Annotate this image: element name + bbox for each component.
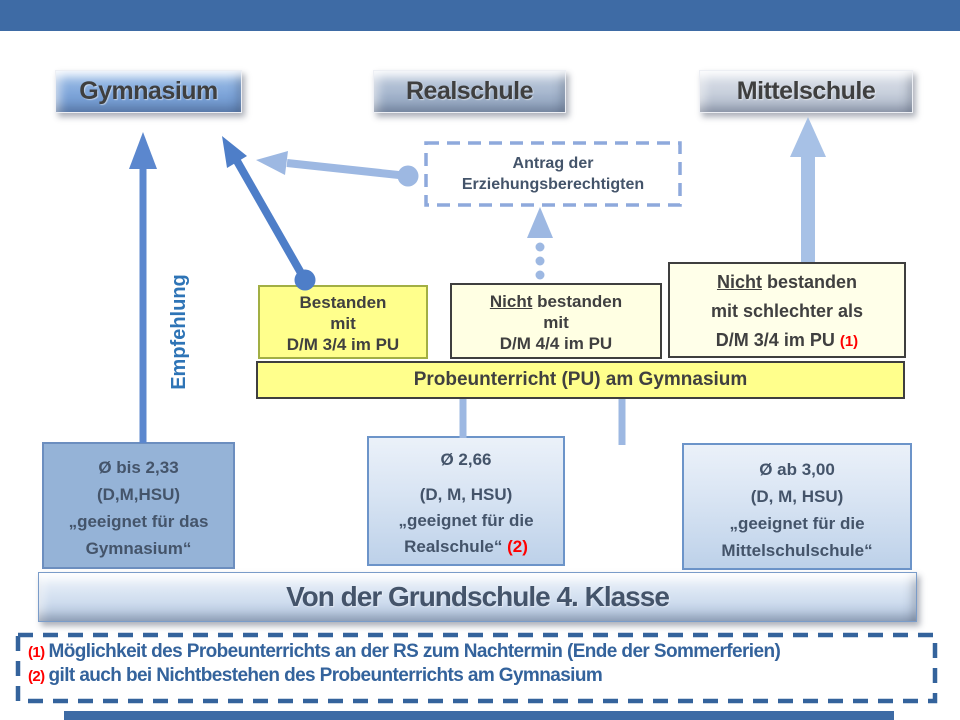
pu-nicht34-line1 (670, 268, 904, 297)
grade-gym-line4: Gymnasium“ (85, 539, 192, 558)
grade-gym-line3: „geeignet für das (68, 512, 209, 531)
grade-real-line1: Ø 2,66 (440, 450, 492, 469)
mittelschule-label: Mittelschule (736, 77, 876, 105)
grade-mittel-line2: (D, M, HSU) (750, 487, 844, 506)
grade-gym-line2: (D,M,HSU) (96, 485, 181, 504)
top-accent-bar (0, 0, 960, 31)
pu-bestanden-line2: mit (330, 314, 356, 333)
pu-nicht44-line1 (452, 291, 660, 312)
grade-real-line4-text: Realschule“ (404, 537, 503, 556)
arrow-antrag-shaft (287, 163, 408, 176)
grade-real-line4 (369, 534, 563, 560)
mittelschule-button (699, 70, 913, 113)
probeunterricht-label: Probeunterricht (PU) am Gymnasium (413, 369, 748, 390)
footnote-1-marker: (1) (839, 333, 859, 350)
grade-mittelschule-box (682, 443, 912, 570)
realschule-button (373, 70, 566, 113)
grade-gym-line1: Ø bis 2,33 (98, 458, 179, 477)
grade-gymnasium-box (42, 442, 235, 569)
footnote-1-text: Möglichkeit des Probeunterrichts an der RS zum Nachtermin (Ende der Sommerferien) (48, 641, 781, 662)
dotted-arrow-dot (536, 257, 545, 266)
antrag-line1: Antrag der (512, 155, 594, 172)
grade-mittel-line4: Mittelschulschule“ (721, 541, 873, 560)
pu-nicht44-line3: D/M 4/4 im PU (499, 334, 613, 353)
bottom-accent-bar (64, 711, 894, 720)
pu-nicht-bestanden-34-box (668, 262, 906, 358)
footnote-1-marker: (1) (28, 644, 45, 661)
arrow-antrag-head (256, 151, 288, 175)
pu-bestanden-box (258, 285, 428, 359)
pu-nicht34-line3 (670, 326, 904, 356)
gymnasium-button (55, 70, 242, 113)
arrow-bestanden-head (222, 136, 247, 168)
pu-nicht44-line2: mit (543, 313, 569, 332)
arrow-bestanden-shaft (237, 161, 305, 280)
footnote-2-marker: (2) (507, 537, 528, 556)
footnote-1 (28, 641, 780, 663)
bestanden-text: bestanden (537, 292, 623, 311)
nicht-underlined: Nicht (489, 292, 533, 311)
arrow-mittelschule-head (790, 117, 826, 157)
pu-bestanden-line1: Bestanden (299, 293, 387, 312)
footnote-2-text: gilt auch bei Nichtbestehen des Probeunterrichts am Gymnasium (48, 665, 603, 686)
grade-real-line3: „geeignet für die (398, 511, 534, 530)
grade-real-line2: (D, M, HSU) (419, 485, 513, 504)
grundschule-label: Von der Grundschule 4. Klasse (286, 581, 669, 612)
realschule-label: Realschule (405, 77, 533, 105)
grade-mittel-line1: Ø ab 3,00 (759, 460, 835, 479)
gymnasium-label: Gymnasium (79, 77, 218, 105)
empfehlung-arrow-head (129, 132, 157, 169)
probeunterricht-bar (256, 361, 905, 399)
pu-nicht-bestanden-44-box (450, 283, 662, 359)
footnote-2-marker: (2) (28, 668, 45, 685)
arrow-antrag-start-dot (398, 166, 419, 187)
nicht-underlined: Nicht (716, 272, 762, 292)
dotted-arrow-dot (536, 271, 545, 280)
dotted-arrow-dot (536, 243, 545, 252)
pu-nicht34-line3-text: D/M 3/4 im PU (715, 330, 835, 350)
antrag-box (425, 142, 681, 217)
arrow-mittelschule-shaft (801, 154, 815, 262)
grundschule-bar (38, 572, 917, 622)
footnote-2 (28, 665, 602, 687)
antrag-line2: Erziehungsberechtigten (461, 176, 645, 193)
empfehlung-label: Empfehlung (168, 274, 190, 390)
pu-nicht34-line2: mit schlechter als (710, 301, 864, 321)
pu-bestanden-line3: D/M 3/4 im PU (286, 335, 400, 354)
grade-mittel-line3: „geeignet für die (729, 514, 865, 533)
grade-realschule-box (367, 436, 565, 566)
bestanden-text: bestanden (766, 272, 858, 292)
